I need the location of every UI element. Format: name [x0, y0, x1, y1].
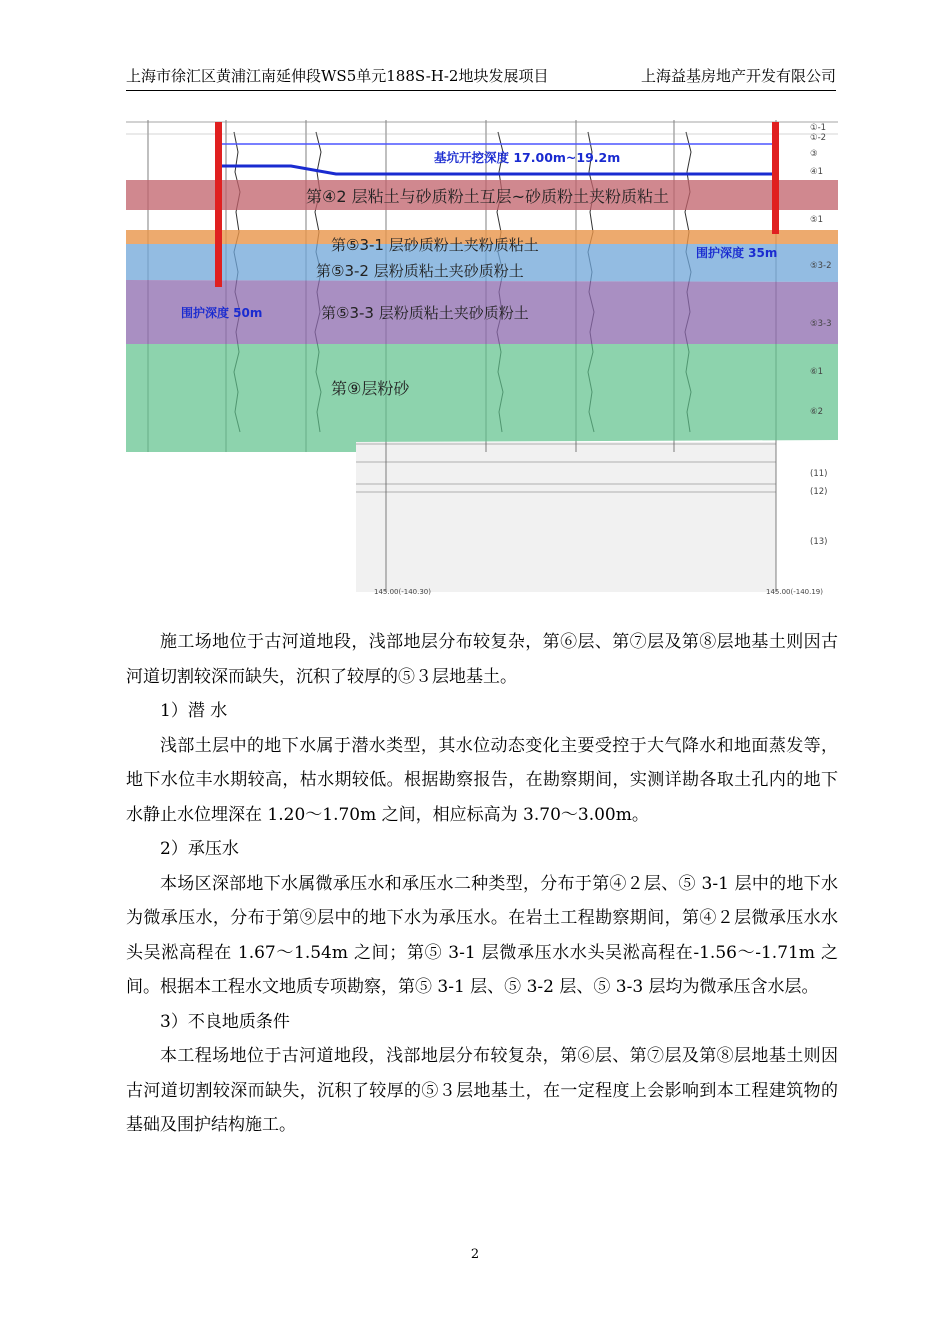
bottom-elevation-left: 145.00(-140.30) [374, 588, 431, 596]
excavation-depth-label: 基坑开挖深度 17.00m~19.2m [434, 150, 621, 165]
right-layer-code: ①-2 [810, 133, 827, 143]
section-heading: 1）潜 水 [160, 701, 228, 721]
paragraph: 本工程场地位于古河道地段，浅部地层分布较复杂，第⑥层、第⑦层及第⑧层地基土则因古河道切割较深而缺失，沉积了较厚的⑤３层地基土，在一定程度上会影响到本工程建筑物的基础及围护结构施工。 [126, 1046, 838, 1135]
right-layer-code: (13) [810, 537, 828, 547]
bottom-elevation-right: 145.00(-140.19) [766, 588, 823, 596]
right-layer-code: ⑤3-3 [810, 319, 832, 329]
right-layer-code: ③ [810, 149, 818, 159]
paragraph: 浅部土层中的地下水属于潜水类型，其水位动态变化主要受控于大气降水和地面蒸发等，地下水位丰水期较高，枯水期较低。根据勘察报告，在勘察期间，实测详勘各取土孔内的地下水静止水位埋深在 1.20～1.70m 之间，相应标高为 3.70～3.00m。 [126, 735, 838, 825]
right-layer-code: ④1 [810, 167, 824, 177]
page-header [126, 64, 836, 91]
wall-depth-right-label: 围护深度 35m [696, 246, 778, 260]
layer-label-5-3-1: 第⑤3-1 层砂质粉土夹粉质粘土 [331, 236, 539, 254]
layer-label-4-2: 第④2 层粘土与砂质粉土互层~砂质粉土夹粉质粘土 [306, 187, 670, 206]
header-project-title: 上海市徐汇区黄浦江南延伸段WS5单元188S-H-2地块发展项目 [126, 67, 549, 85]
layer-band-9 [126, 344, 838, 452]
layer-label-5-3-2: 第⑤3-2 层粉质粘土夹砂质粉土 [316, 262, 524, 280]
right-layer-code: (12) [810, 487, 828, 497]
section-heading: 3）不良地质条件 [160, 1011, 290, 1032]
layer-label-5-3-3: 第⑤3-3 层粉质粘土夹砂质粉土 [321, 304, 529, 322]
layer-label-9: 第⑨层粉砂 [331, 379, 410, 398]
right-layer-code: ⑥2 [810, 407, 824, 417]
geological-section-figure [126, 112, 838, 604]
section-heading: 2）承压水 [160, 839, 239, 859]
page-number: 2 [470, 1247, 480, 1262]
retaining-wall-left [215, 122, 222, 287]
right-layer-code: ⑥1 [810, 367, 824, 377]
right-layer-code: ①-1 [810, 123, 827, 133]
retaining-wall-right [772, 122, 779, 234]
right-layer-code: (11) [810, 469, 828, 479]
paragraph: 施工场地位于古河道地段，浅部地层分布较复杂，第⑥层、第⑦层及第⑧层地基土则因古河道切割较深而缺失，沉积了较厚的⑤３层地基土。 [126, 632, 838, 687]
header-company-name: 上海益基房地产开发有限公司 [640, 67, 836, 85]
right-layer-code: ⑤1 [810, 215, 824, 225]
right-layer-code: ⑤3-2 [810, 261, 832, 271]
paragraph: 本场区深部地下水属微承压水和承压水二种类型，分布于第④２层、⑤ 3-1 层中的地下水为微承压水，分布于第⑨层中的地下水为承压水。在岩土工程勘察期间，第④２层微承压水水头吴淞高程在 1.67～1.54m 之间；第⑤ 3-1 层微承压水水头吴淞高程在-1.56～-1.71m 之间。根据本工程水文地质专项勘察，第⑤ 3-1 层、⑤ 3-2 层、⑤ 3-3 层均为微承压含水层。 [126, 873, 838, 997]
wall-depth-left-label: 围护深度 50m [181, 306, 263, 320]
body-text [126, 625, 838, 1143]
